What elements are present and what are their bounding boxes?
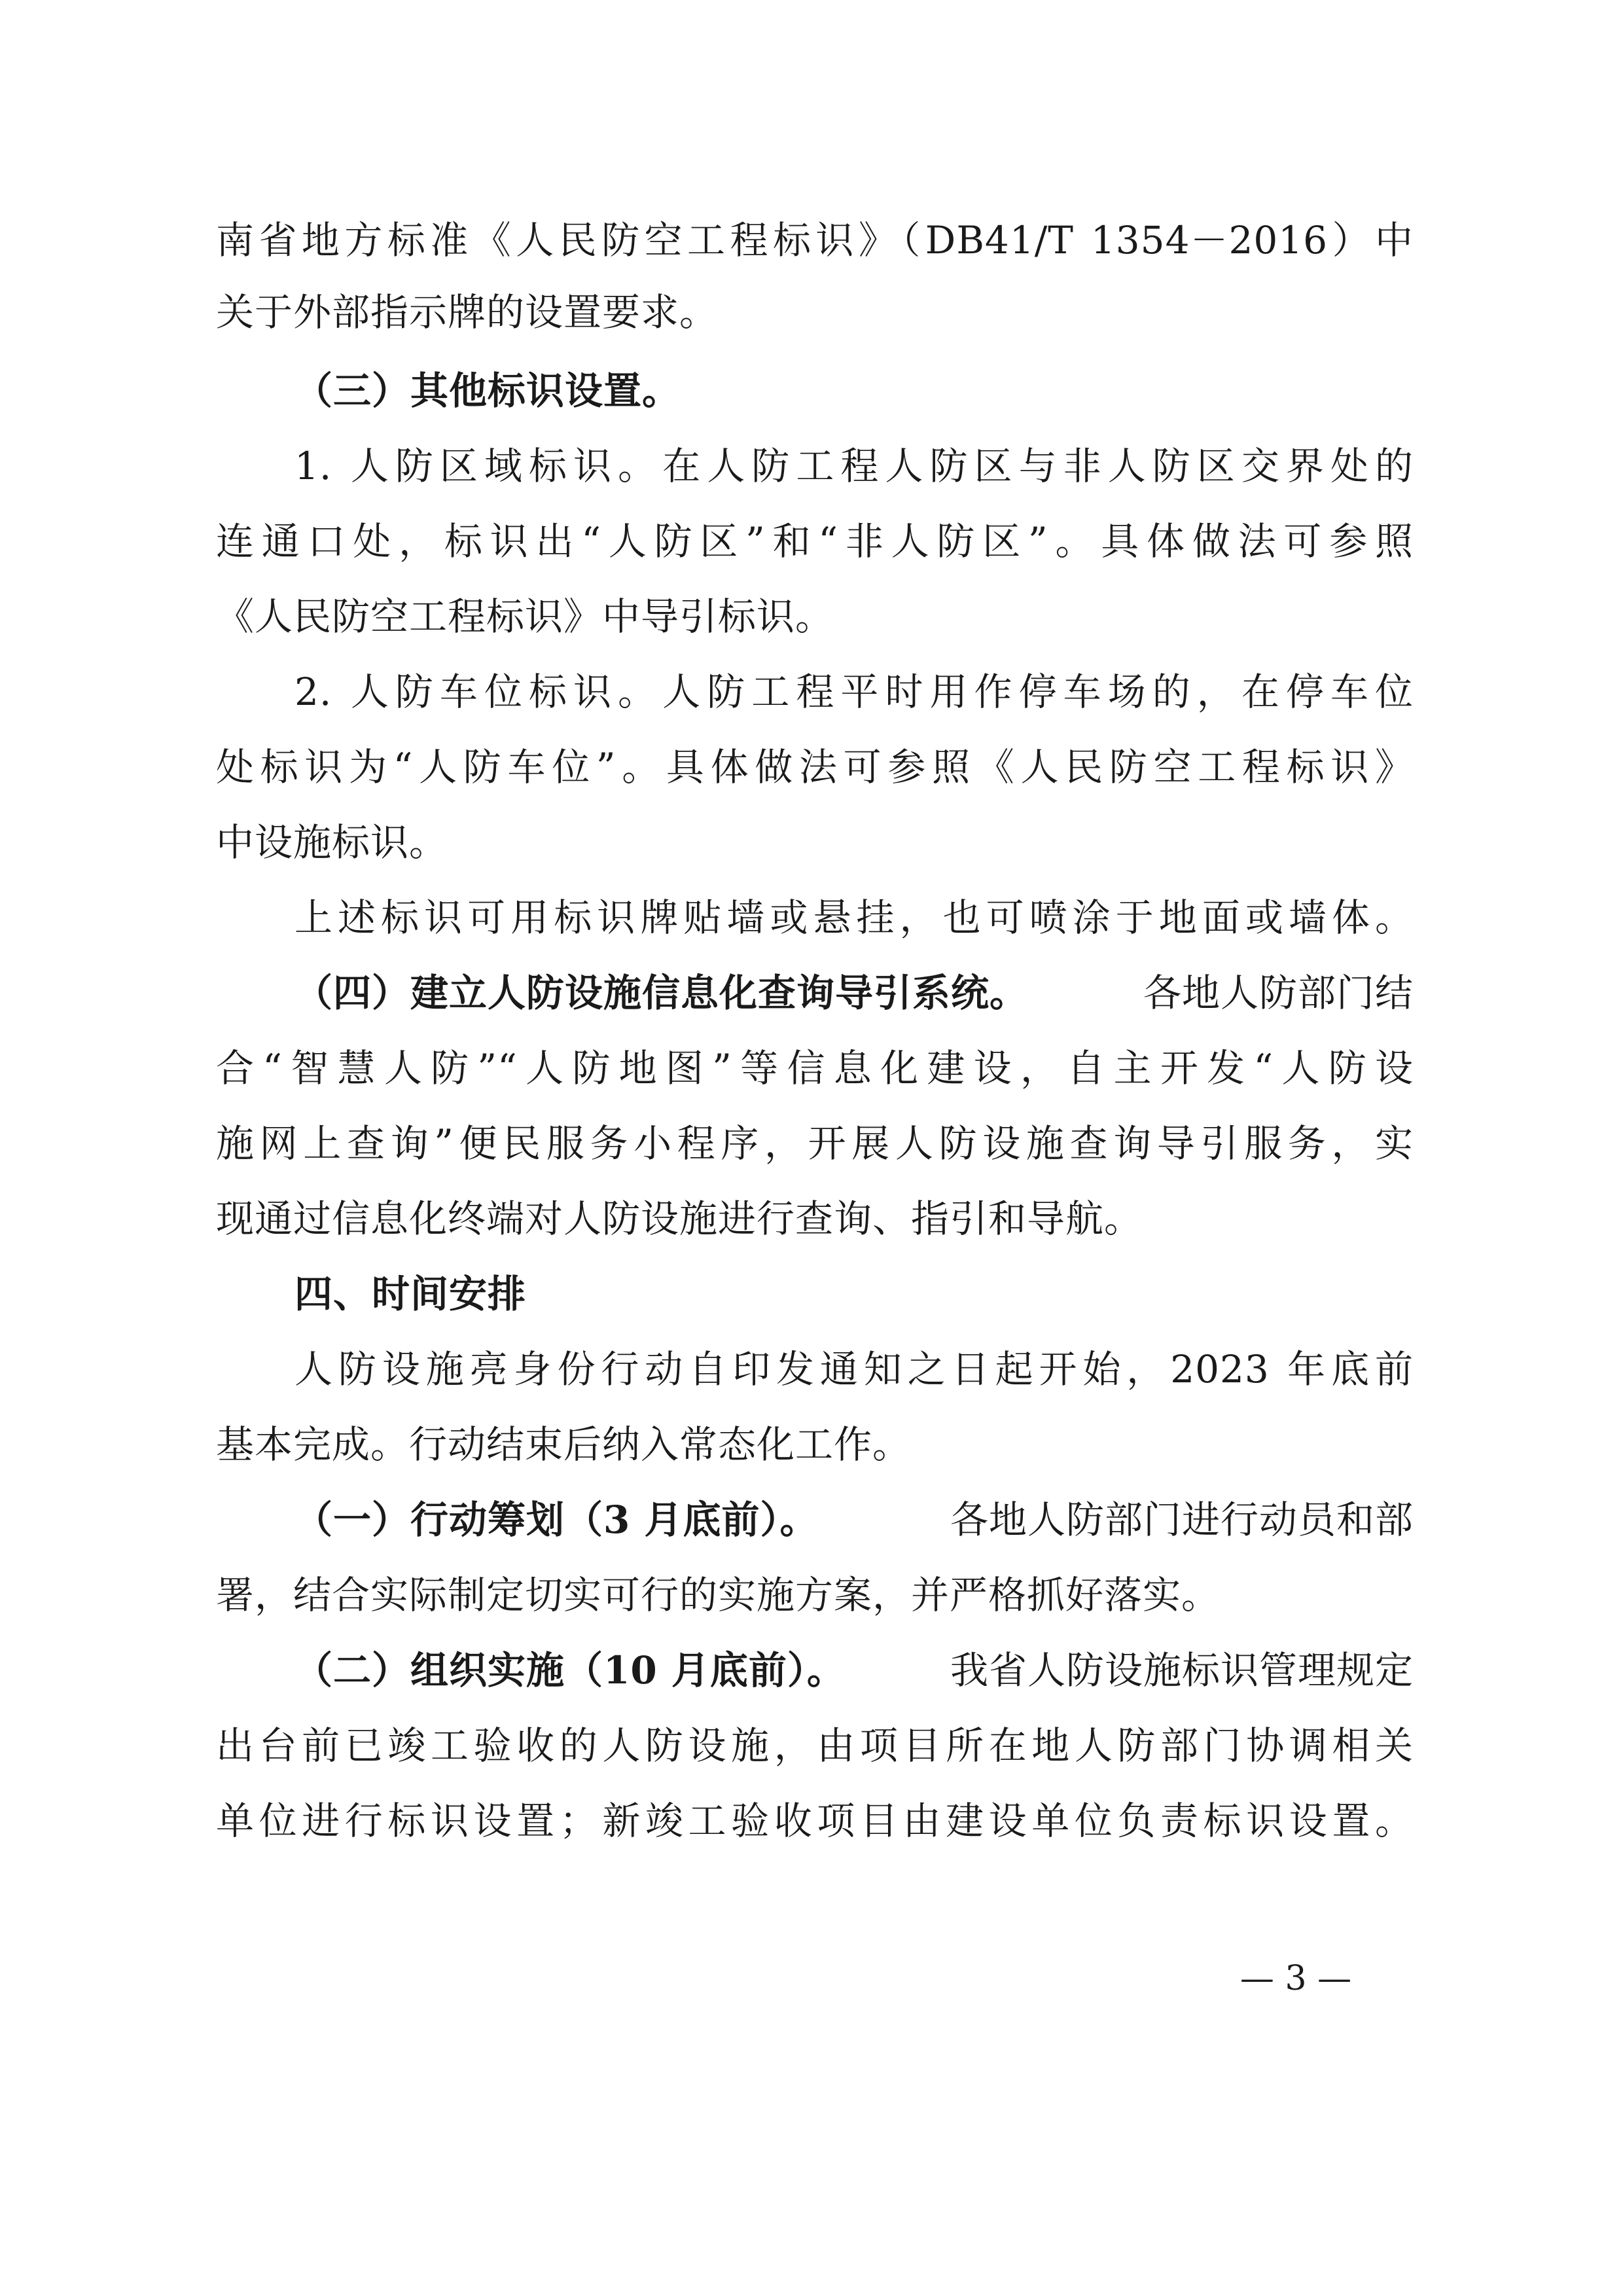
text-line: 中设施标识。 [216, 820, 448, 865]
text-line: 处标识为“人防车位”。具体做法可参照《人民防空工程标识》 [216, 745, 1414, 789]
section-heading: （四）建立人防设施信息化查询导引系统。 [294, 971, 1029, 1015]
text-line: 施网上查询”便民服务小程序，开展人防设施查询导引服务，实 [216, 1121, 1414, 1166]
text-line: 人防设施亮身份行动自印发通知之日起开始，2023 年底前 [294, 1347, 1414, 1391]
text-line: 连通口处，标识出“人防区”和“非人防区”。具体做法可参照 [216, 519, 1414, 564]
text-line: 2. 人防车位标识。人防工程平时用作停车场的，在停车位 [294, 670, 1414, 714]
text-line: 单位进行标识设置；新竣工验收项目由建设单位负责标识设置。 [216, 1799, 1414, 1843]
text-line [294, 1494, 1414, 1546]
text-line [294, 1644, 1414, 1696]
text-line: 关于外部指示牌的设置要求。 [216, 290, 719, 334]
text-line: 《人民防空工程标识》中导引标识。 [216, 594, 834, 639]
text-line: 基本完成。行动结束后纳入常态化工作。 [216, 1422, 912, 1467]
text-fragment: 我省人防设施标识管理规定 [950, 1648, 1414, 1693]
section-heading: （三）其他标识设置。 [294, 368, 681, 413]
chapter-heading: 四、时间安排 [294, 1272, 527, 1316]
text-line: 南省地方标准《人民防空工程标识》（DB41/T 1354－2016）中 [216, 218, 1414, 262]
page-number: — 3 — [1240, 1959, 1352, 1998]
text-line: 1. 人防区域标识。在人防工程人防区与非人防区交界处的 [294, 444, 1414, 488]
text-fragment: 各地人防部门进行动员和部 [950, 1498, 1414, 1542]
text-line: 合“智慧人防”“人防地图”等信息化建设，自主开发“人防设 [216, 1046, 1414, 1090]
text-line [294, 967, 1414, 1019]
text-line: 署，结合实际制定切实可行的实施方案，并严格抓好落实。 [216, 1573, 1221, 1617]
text-line: 出台前已竣工验收的人防设施，由项目所在地人防部门协调相关 [216, 1723, 1414, 1768]
section-heading: （二）组织实施（10 月底前）。 [294, 1648, 846, 1693]
text-fragment: 各地人防部门结 [1143, 971, 1414, 1015]
section-heading: （一）行动筹划（3 月底前）。 [294, 1498, 819, 1542]
text-line: 现通过信息化终端对人防设施进行查询、指引和导航。 [216, 1196, 1143, 1241]
text-line: 上述标识可用标识牌贴墙或悬挂，也可喷涂于地面或墙体。 [294, 895, 1414, 940]
